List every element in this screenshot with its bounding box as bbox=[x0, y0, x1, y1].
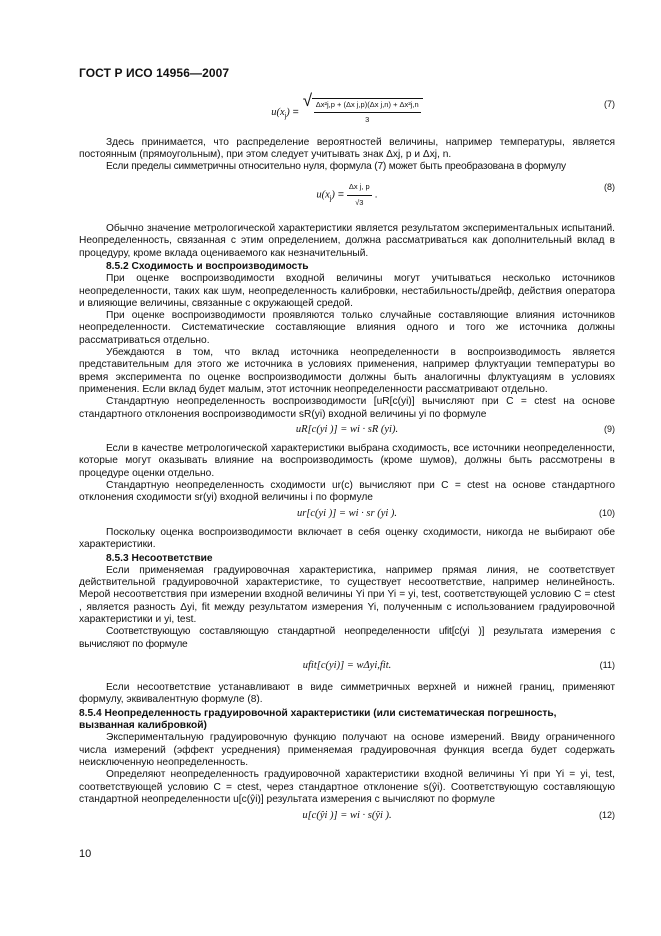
equation-12 bbox=[79, 809, 615, 822]
eq8-number: (8) bbox=[604, 182, 615, 193]
section-8-5-4-heading: 8.5.4 Неопределенность градуировочной характеристики (или систематическая погрешность, вызванная калибровкой) bbox=[79, 707, 557, 732]
eq7-number: (7) bbox=[604, 99, 615, 109]
eq12-formula: u[c(ŷi )] = wi · s(ŷi ). bbox=[302, 810, 392, 822]
eq7-numerator: √ Δx²j,p + (Δx j,p)(Δx j,n) + Δx²j,n bbox=[314, 99, 421, 113]
eq9-number: (9) bbox=[604, 423, 615, 434]
paragraph-4: При оценке воспроизводимости входной величины могут учитываться несколько источников неопределенности, таких как шум, неопределенность калибровки, нестабильность/дрейф, действия оператора и влияющие величины, связанные с окружающей средой. bbox=[79, 273, 615, 309]
paragraph-5: При оценке воспроизводимости проявляются только случайные составляющие влияния источников неопределенности. Систематические составляющие влияния одного и того же источника должны рассматриваться отдельно. bbox=[79, 310, 615, 346]
paragraph-2: Если пределы симметричны относительно нуля, формула (7) может быть преобразована в формулу bbox=[106, 161, 566, 173]
paragraph-9: Стандартную неопределенность сходимости ur(c) вычисляют при C = ctest на основе стандартного отклонения сходимости sr(yi) входной величины i по формуле bbox=[79, 480, 615, 504]
eq7-sqrt bbox=[312, 98, 423, 127]
paragraph-10: Поскольку оценка воспроизводимости включает в себя оценку сходимости, никогда не выбирают обе характеристики. bbox=[79, 526, 615, 551]
equation-9 bbox=[79, 423, 615, 436]
eq7-lhs: u(x bbox=[271, 107, 285, 119]
eq10-formula: ur[c(yi )] = wi · sr (yi ). bbox=[296, 507, 398, 519]
page-number: 10 bbox=[79, 848, 92, 860]
eq12-number: (12) bbox=[598, 810, 615, 821]
document-header: ГОСТ Р ИСО 14956—2007 bbox=[79, 66, 230, 80]
equation-7: $u(x_j)$ = √ $\frac{\text{Δx²j,p + (Δx j,p)(Δx j,n) + Δx²j,n}}{3}$ (7) bbox=[79, 98, 615, 127]
eq8-numerator: Δx j, p bbox=[347, 181, 372, 195]
eq7-sub: j bbox=[284, 113, 287, 121]
eq9-formula: uR[c(yi )] = wi · sR (yi). bbox=[295, 423, 399, 435]
eq8-lhs: u(x bbox=[316, 190, 330, 202]
paragraph-15: Определяют неопределенность градуировочной характеристики входной величины Yi при Yi = yi, test, соответствующей условию C = ctest, через стандартное отклонение s(ŷi). Соответствующую составляющую стандартной неопределенности u[c(ŷi)] результата измерения c вычисляют по формуле bbox=[79, 769, 615, 805]
equation-11 bbox=[79, 659, 615, 672]
equation-10 bbox=[79, 507, 615, 520]
paragraph-14: Экспериментальную градуировочную функцию получают на основе измерений. Ввиду ограниченного числа измерений (эффект усреднения) применяемая градуировочная функция всегда будет содержать неисключенную неопределенность. bbox=[79, 732, 615, 768]
section-8-5-2-heading: 8.5.2 Сходимость и воспроизводимость bbox=[106, 260, 309, 272]
equation-8: $u(x_j)$ = $\frac{\text{Δx j, p}}{√3}$ . (8) bbox=[316, 182, 615, 207]
paragraph-12: Соответствующую составляющую стандартной неопределенности ufit[c(yi )] результата измерения c вычисляют по формуле bbox=[79, 626, 615, 650]
eq11-formula: ufit[c(yi)] = wΔyi,fit. bbox=[302, 659, 392, 671]
eq8-denominator: 3 bbox=[359, 197, 364, 207]
paragraph-6: Убеждаются в том, что вклад источника неопределенности в воспроизводимость является представительным для этого же источника в условиях применения, например флуктуации температуры во время эксперимента по оценке воспроизводимости должны быть аналогичны флуктуациям в условиях применения. Если вклад будет малым, этот источник неопределенности рассматривают отдельно. bbox=[79, 347, 615, 395]
eq8-sub: j bbox=[329, 196, 332, 204]
paragraph-1: Здесь принимается, что распределение вероятностей величины, например температуры, является постоянным (прямоугольным), при этом следует учитывать знак Δxj, p и Δxj, n. bbox=[79, 136, 615, 160]
paragraph-13: Если несоответствие устанавливают в виде симметричных верхней и нижней границ, применяют формулу, эквивалентную формуле (8). bbox=[79, 682, 615, 706]
eq10-number: (10) bbox=[598, 507, 615, 518]
section-8-5-3-heading: 8.5.3 Несоответствие bbox=[106, 552, 213, 564]
paragraph-7: Стандартную неопределенность воспроизводимости [uR[c(yi)] вычисляют при C = ctest на основе стандартного отклонения воспроизводимости sR(yi) входной величины yi по формуле bbox=[79, 396, 615, 420]
eq11-number: (11) bbox=[599, 659, 615, 670]
page-content bbox=[79, 96, 615, 829]
paragraph-8: Если в качестве метрологической характеристики выбрана сходимость, все источники неопределенности, которые могут оказывать влияние на воспроизводимость (кроме шумов), должны быть рассмотрены в процедуре оценки отдельно. bbox=[79, 443, 615, 479]
paragraph-11: Если применяемая градуировочная характеристика, например прямая линия, не соответствует действительной градуировочной характеристике, то существует несоответствие, например нелинейность. Мерой несоответствия при измерении входной величины Yi при Yi = yi, test, соответствующей условию C = ctest , является разность Δyi, fit между результатом измерения Yi, полученным с использованием градуировочной характеристики и yi, test. bbox=[79, 564, 615, 625]
eq7-denominator: 3 bbox=[365, 115, 370, 125]
paragraph-3: Обычно значение метрологической характеристики является результатом экспериментальных испытаний. Неопределенность, связанная с этим определением, должна рассматриваться как дополнительный вклад в процедуру, кроме вклада оцениваемого как незначительный. bbox=[79, 223, 615, 259]
